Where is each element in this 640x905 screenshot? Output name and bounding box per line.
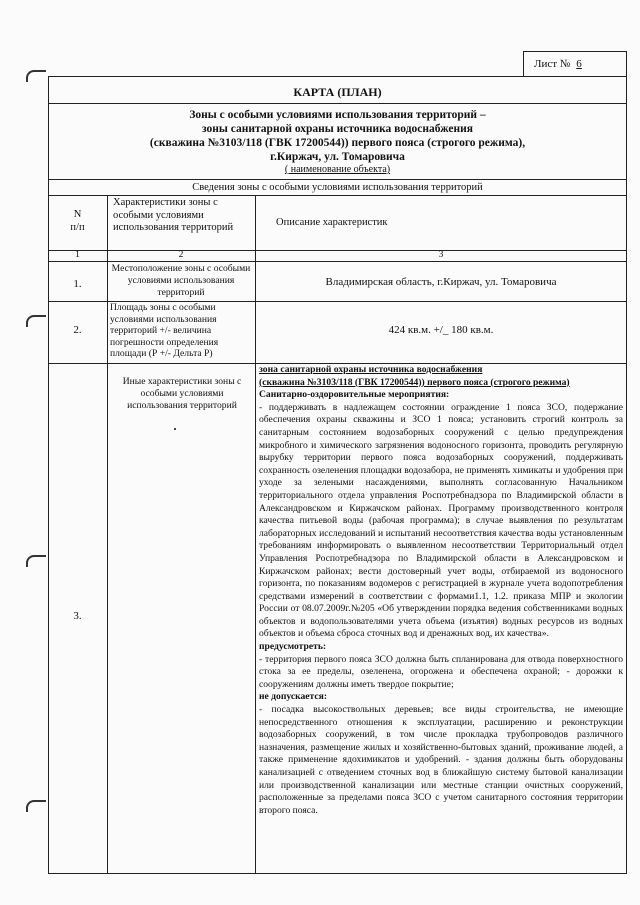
sheet-number: 6 bbox=[576, 58, 582, 70]
row3-measures-text: - поддерживать в надлежащем состоянии ограждение 1 пояса ЗСО, подержание обеспечения охраны скважины и ЗСО 1 пояса; установить строгий контроль за санитарным состоянием водозаборных сооружений с целью предупреждения микробного и химического загрязнения водоносного горизонта, проводить регулярную вырубку территории первого пояса водозаборных сооружений, поддерживать сохранность озеленения площадки водозабора, не применять химикаты и удобрения при уходе за зелеными насаждениями, выполнять согласованную Начальником территориального отдела управления Роспотребнадзора по Владимирской области в Александровском и Киржачском районах. Программу производственного контроля качества питьевой воды (рабочая программа); в случае выявления по результатам лабораторных исследований и испытаний несоответствия качества воды установленным требованиям информировать о выявленном несоответствии Территориальный отдел Управления Роспотребнадзора по Владимирской области в Александровском и Киржачском районах; вести достоверный учет воды, отбираемой из водоносного горизонта, по показаниям водомеров с регистрацией в журнале учета водопотребления средствами измерений в соответствии с формами1.1, 1.2. приказа МПР и экологии России от 08.07.2009г.№205 «Об утверждении порядка ведения собственниками водных объектов и водопользователями учета объема (изъятия) водных ресурсов из водных объектов и объема сброса сточных вод и дренажных вод, их качества». bbox=[259, 401, 623, 640]
row2-char: Площадь зоны с особыми условиями использования территорий +/- величина погрешности определения площади (Р +/- Дельта Р) bbox=[110, 302, 219, 360]
row3-desc bbox=[259, 364, 623, 817]
zone-title-line3: (скважина №3103/118 (ГВК 17200544)) первого пояса (строгого режима), bbox=[149, 137, 526, 149]
row3-heading-prohibited: не допускается: bbox=[259, 691, 328, 703]
column-divider bbox=[107, 195, 108, 874]
zone-title bbox=[48, 108, 627, 176]
column-divider bbox=[255, 195, 256, 874]
binding-mark bbox=[26, 70, 46, 82]
zone-title-line4: г.Киржач, ул. Томаровича bbox=[270, 151, 405, 163]
binding-mark bbox=[26, 315, 46, 327]
info-title: Сведения зоны с особыми условиями использования территорий bbox=[192, 182, 483, 193]
row2-num: 2. bbox=[73, 324, 82, 336]
zone-title-line2: зоны санитарной охраны источника водоснабжения bbox=[201, 123, 473, 135]
row3-num: 3. bbox=[73, 610, 82, 622]
col-header-num: N п/п bbox=[70, 209, 85, 233]
binding-mark bbox=[26, 555, 46, 567]
scan-speck bbox=[174, 428, 176, 430]
col-number-3: 3 bbox=[438, 250, 444, 260]
binding-mark bbox=[26, 800, 46, 812]
row3-heading-provide: предусмотреть: bbox=[259, 641, 327, 653]
row1-num: 1. bbox=[73, 278, 82, 290]
row3-heading-well: (скважина №3103/118 (ГВК 17200544)) первого пояса (строгого режима) bbox=[259, 376, 570, 388]
row3-heading-measures: Санитарно-оздоровительные мероприятия: bbox=[259, 389, 450, 401]
sheet-label: Лист № bbox=[534, 58, 571, 70]
col-header-desc: Описание характеристик bbox=[276, 217, 388, 228]
zone-title-line1: Зоны с особыми условиями использования территорий – bbox=[189, 109, 486, 121]
sheet-number-box bbox=[523, 51, 627, 77]
divider bbox=[48, 261, 627, 262]
row3-provide-text: - территория первого пояса ЗСО должна быть спланирована для отвода поверхностного стока за ее пределы, озеленена, огорожена и обеспечена охраной; - дорожки к сооружениям должны иметь твердое покрытие; bbox=[259, 653, 623, 690]
col-number-1: 1 bbox=[75, 250, 80, 260]
divider bbox=[48, 103, 627, 104]
col-header-char: Характеристики зоны с особыми условиями использования территорий bbox=[113, 197, 234, 233]
row3-heading-zone: зона санитарной охраны источника водоснабжения bbox=[259, 364, 483, 375]
page-title: КАРТА (ПЛАН) bbox=[293, 85, 382, 99]
col-number-2: 2 bbox=[178, 250, 184, 260]
row1-desc: Владимирская область, г.Киржач, ул. Томаровича bbox=[325, 276, 557, 288]
row3-prohibited-text: - посадка высокоствольных деревьев; все виды строительства, не имеющие непосредственного отношения к эксплуатации, расширению и реконструкции водозаборных сооружений, в том числе прокладка трубопроводов различного назначения, размещение жилых и хозяйственно-бытовых зданий, проживание людей, а также применение ядохимикатов и удобрений. - здания должны быть оборудованы канализацией с отведением сточных вод в ближайшую систему бытовой канализации или производственной канализации или местные станции очистных сооружений, расположенные за пределами пояса ЗСО с учетом санитарного состояния территории второго пояса. bbox=[259, 704, 623, 816]
row2-desc: 424 кв.м. +/_ 180 кв.м. bbox=[388, 324, 494, 336]
object-caption: ( наименование объекта) bbox=[284, 164, 391, 175]
row3-char: Иные характеристики зоны с особыми условиями использования территорий bbox=[122, 376, 242, 411]
row1-char: Местоположение зоны с особыми условиями использования территорий bbox=[111, 263, 251, 298]
divider bbox=[48, 195, 627, 196]
